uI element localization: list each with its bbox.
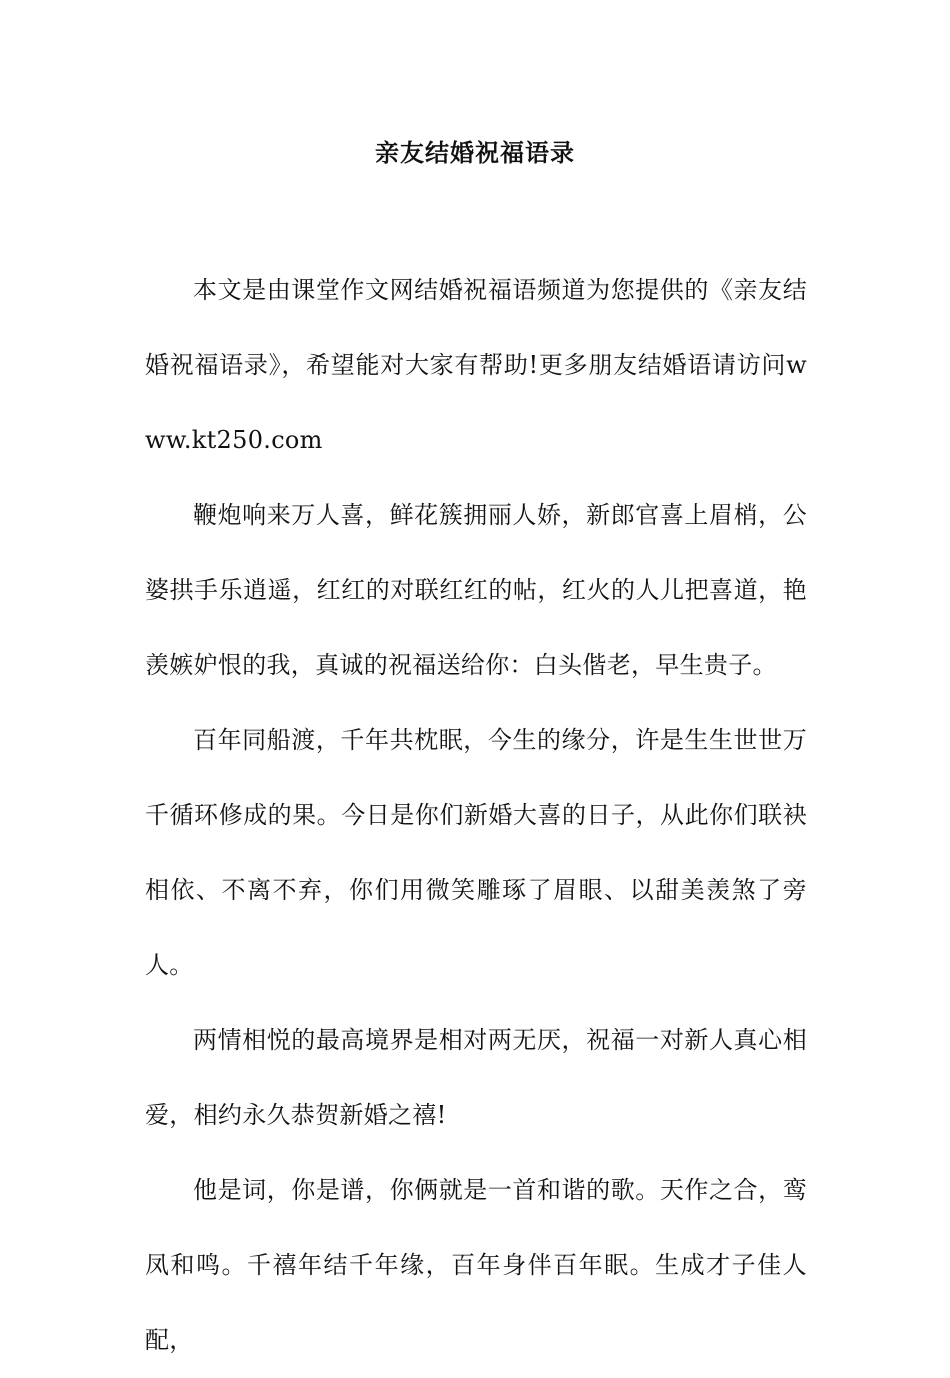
paragraph-mutual-love: 两情相悦的最高境界是相对两无厌，祝福一对新人真心相爱，相约永久恭贺新婚之禧! (145, 1026, 807, 1129)
document-body (145, 253, 807, 1378)
paragraph-hundred-years: 百年同船渡，千年共枕眠，今生的缘分，许是生生世世万千循环修成的果。今日是你们新婚大喜的日子，从此你们联袂相依、不离不弃，你们用微笑雕琢了眉眼、以甜美羡煞了旁人。 (145, 726, 807, 979)
paragraph-song: 他是词，你是谱，你俩就是一首和谐的歌。天作之合，鸾凤和鸣。千禧年结千年缘，百年身伴百年眠。生成才子佳人配， (145, 1176, 807, 1354)
paragraph-intro: 本文是由课堂作文网结婚祝福语频道为您提供的《亲友结婚祝福语录》，希望能对大家有帮助!更多朋友结婚语请访问www.kt250.com (145, 276, 807, 454)
document-title: 亲友结婚祝福语录 (375, 139, 575, 167)
paragraph-firecrackers: 鞭炮响来万人喜，鲜花簇拥丽人娇，新郎官喜上眉梢，公婆拱手乐逍遥，红红的对联红红的帖，红火的人儿把喜道，艳羡嫉妒恨的我，真诚的祝福送给你：白头偕老，早生贵子。 (145, 501, 807, 679)
